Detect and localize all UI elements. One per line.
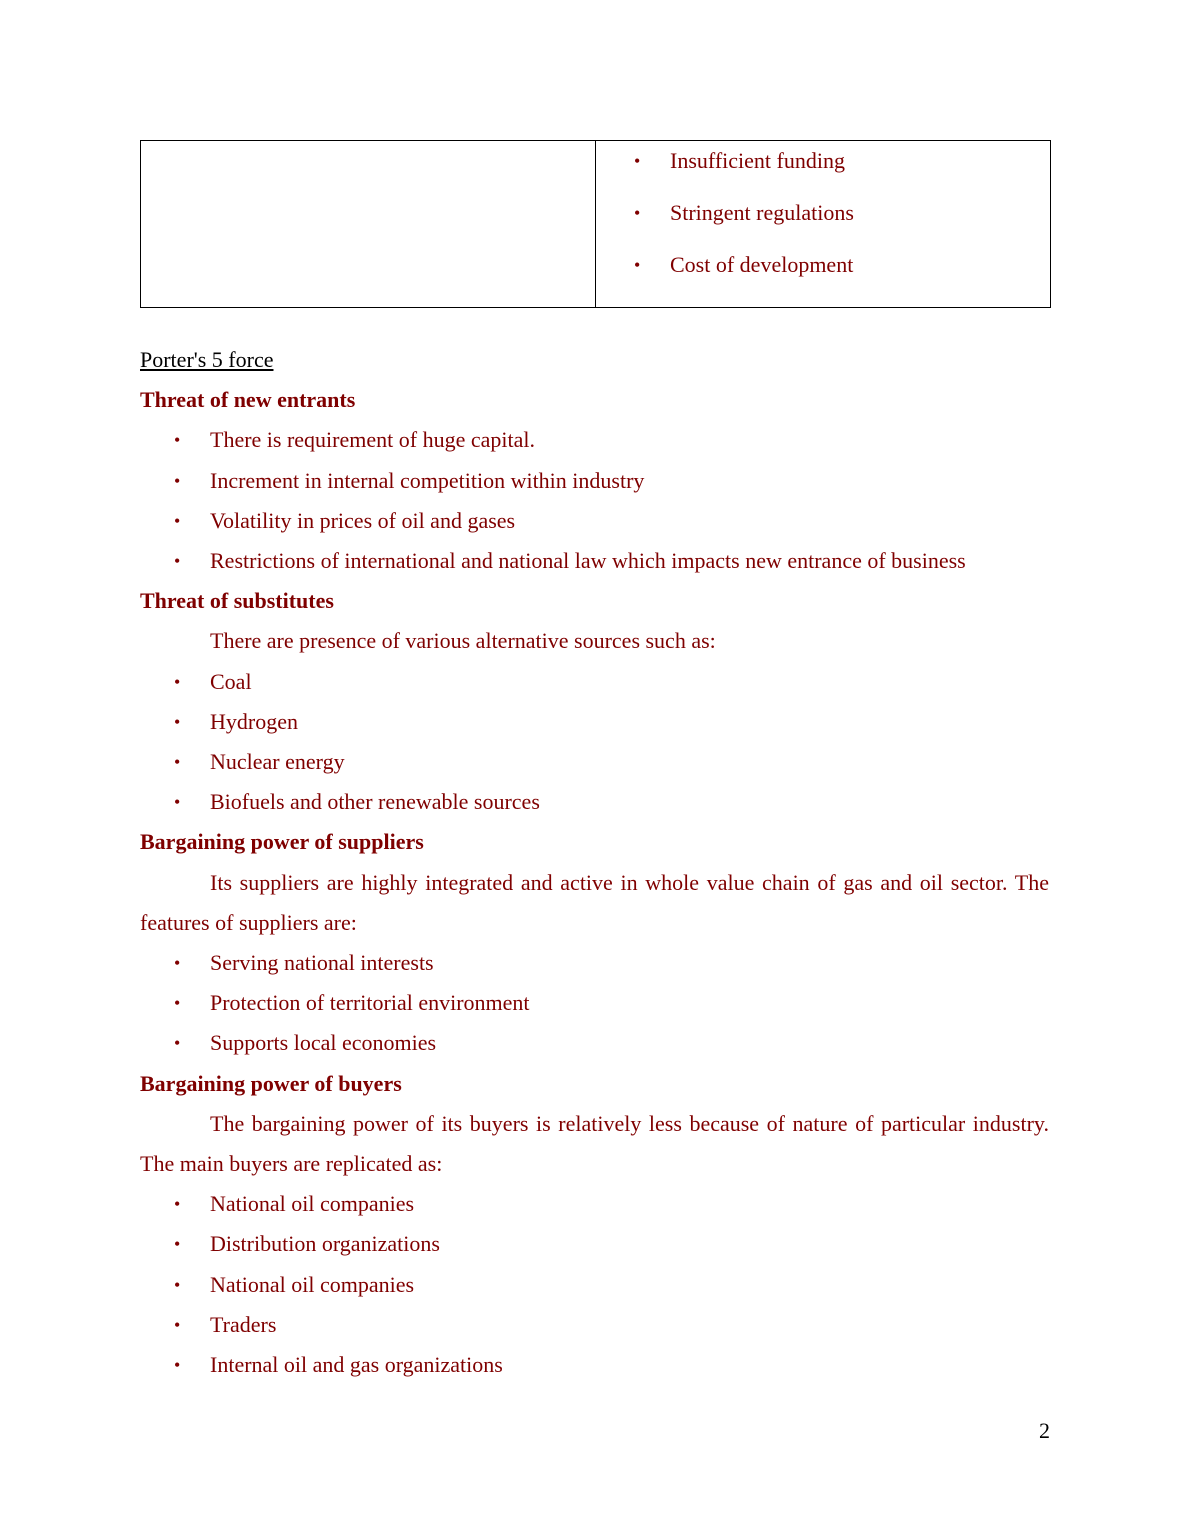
list-item-text: Insufficient funding [670, 148, 845, 173]
list-item-text: Protection of territorial environment [210, 990, 530, 1016]
list-item [140, 983, 1049, 1023]
bullet-icon: • [174, 1234, 181, 1255]
bullet-icon: • [174, 551, 181, 572]
list-item [140, 501, 1049, 541]
list-item [140, 1023, 1049, 1063]
bullet-icon: • [634, 203, 641, 223]
list-item [140, 702, 1049, 742]
bullet-icon: • [174, 1314, 181, 1335]
list-item [140, 541, 1049, 581]
list-item [140, 420, 1049, 460]
bullet-icon: • [174, 993, 181, 1014]
list-item [596, 141, 1050, 193]
section-title: Porter's 5 force [140, 347, 274, 372]
bullet-icon: • [634, 255, 641, 275]
list-item-text: Traders [210, 1311, 277, 1337]
heading-suppliers: Bargaining power of suppliers [140, 829, 424, 855]
heading-substitutes: Threat of substitutes [140, 588, 334, 614]
heading-buyers: Bargaining power of buyers [140, 1070, 402, 1096]
list-item [140, 782, 1049, 822]
bullet-icon: • [174, 671, 181, 692]
list-item-text: Stringent regulations [670, 200, 854, 225]
heading-new-entrants: Threat of new entrants [140, 387, 356, 413]
table [140, 140, 1051, 308]
page-number: 2 [1039, 1418, 1050, 1443]
list-item-text: There is requirement of huge capital. [210, 427, 535, 453]
list-item-text: Increment in internal competition within industry [210, 467, 645, 493]
list-item [140, 1345, 1049, 1385]
bullet-icon: • [174, 792, 181, 813]
list-item [140, 1184, 1049, 1224]
list-item-text: Coal [210, 668, 252, 694]
bullet-icon: • [174, 470, 181, 491]
bullet-icon: • [174, 430, 181, 451]
bullet-icon: • [174, 1274, 181, 1295]
list-item-text: National oil companies [210, 1271, 415, 1297]
list-item-text: Supports local economies [210, 1030, 437, 1056]
list-item [140, 1265, 1049, 1305]
bullet-icon: • [174, 1355, 181, 1376]
bullet-icon: • [174, 1033, 181, 1054]
list-item-text: Volatility in prices of oil and gases [210, 507, 516, 533]
list-item [140, 461, 1049, 501]
list-item-text: Distribution organizations [210, 1231, 440, 1257]
list-item-text: Nuclear energy [210, 749, 345, 775]
bullet-icon: • [174, 752, 181, 773]
list-item-text: Internal oil and gas organizations [210, 1352, 503, 1378]
paragraph: The bargaining power of its buyers is relatively less because of nature of particular industry. The main buyers are replicated as: [140, 1110, 1049, 1177]
list-item-text: Cost of development [670, 252, 854, 277]
table-cell-right [596, 141, 1050, 307]
table-cell-left [141, 141, 596, 307]
list-item-text: Hydrogen [210, 708, 298, 734]
bullet-icon: • [174, 1194, 181, 1215]
list-item [140, 662, 1049, 702]
document-body [140, 340, 1049, 1385]
paragraph: There are presence of various alternative sources such as: [210, 628, 716, 654]
list-item [140, 1224, 1049, 1264]
paragraph: Its suppliers are highly integrated and active in whole value chain of gas and oil sector. The features of suppliers are: [140, 869, 1049, 935]
list-item-text: Restrictions of international and national law which impacts new entrance of business [210, 548, 966, 574]
bullet-icon: • [174, 711, 181, 732]
list-item [596, 245, 1050, 297]
bullet-icon: • [174, 953, 181, 974]
bullet-icon: • [634, 151, 641, 171]
list-item-text: National oil companies [210, 1191, 415, 1217]
list-item [596, 193, 1050, 245]
list-item-text: Biofuels and other renewable sources [210, 789, 540, 815]
list-item-text: Serving national interests [210, 950, 434, 976]
list-item [140, 1305, 1049, 1345]
list-item [140, 943, 1049, 983]
list-item [140, 742, 1049, 782]
bullet-icon: • [174, 510, 181, 531]
